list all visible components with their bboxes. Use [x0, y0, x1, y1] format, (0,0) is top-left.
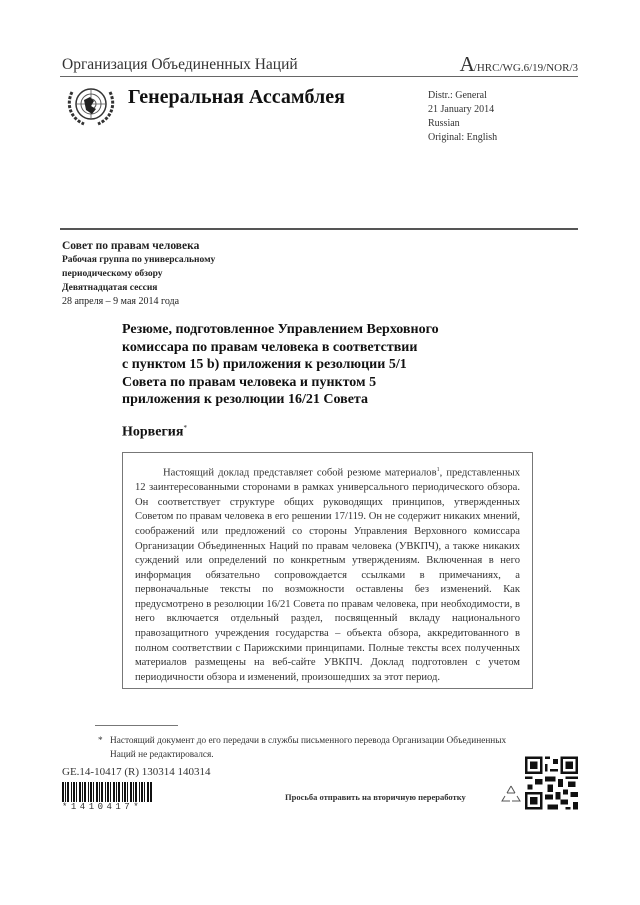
distr-line: Original: English [428, 132, 498, 143]
body-name: Генеральная Ассамблея [128, 86, 345, 108]
section-rule [60, 228, 578, 230]
job-number: GE.14-10417 (R) 130314 140314 [62, 766, 211, 778]
un-emblem-icon [64, 80, 118, 130]
qr-code-icon [525, 755, 578, 811]
organization-name: Организация Объединенных Наций [62, 56, 298, 73]
distr-line: Distr.: General [428, 90, 487, 101]
footnote [98, 734, 510, 762]
footnote-mark: * [98, 736, 103, 746]
session: Девятнадцатая сессия [62, 283, 158, 293]
footnote-mark: * [183, 424, 187, 432]
recycle-text: Просьба отправить на вторичную переработку [285, 792, 466, 802]
symbol-prefix: A [459, 52, 474, 76]
title-line: Резюме, подготовленное Управлением Верховного [122, 322, 439, 337]
footnote-text: Настоящий документ до его передачи в службы письменного перевода Организации Объединенных Наций не редактировался. [110, 736, 507, 760]
footnote-rule [95, 725, 178, 726]
working-group-line: периодическому обзору [62, 269, 163, 279]
barcode-number: *1410417* [62, 802, 143, 812]
country-name: Норвегия [122, 424, 184, 440]
summary-text [135, 463, 520, 685]
distr-line: Russian [428, 118, 460, 129]
title-line: приложения к резолюции 16/21 Совета [122, 392, 368, 407]
summary-part: , представленных 12 заинтересованными сторонами в рамках универсального периодического обзора. Он соответствует структуре общих руководящих принципов, утвержденных Советом по правам человека в его решении 17/119. Он не содержит никаких мнений, соображений или предложений со стороны Управления Верховного комиссара Организации Объединенных Наций по правам человека (УВКПЧ), а также никаких суждений или определений по конкретным утверждениям. Включенная в него информация обязательно сопровождается ссылками в примечаниях, а первоначальные тексты по возможности оставлены без изменений. Как предусмотрено в резолюции 16/21 Совета по правам человека, при необходимости, в него включается отдельный раздел, посвященный вкладу национального правозащитного учреждения государства – объекта обзора, аккредитованного в полном соответствии с Парижскими принципами. Полные тексты всех полученных материалов размещены на веб-сайте УВКПЧ. Доклад подготовлен с учетом периодичности обзора и изменений, произошедших за этот период. [135, 467, 520, 683]
symbol-rest: /HRC/WG.6/19/NOR/3 [473, 62, 578, 74]
header-rule [60, 76, 578, 77]
barcode-icon [62, 782, 152, 802]
session-dates: 28 апреля – 9 мая 2014 года [62, 296, 180, 307]
summary-box [122, 452, 533, 689]
document-title [122, 321, 502, 409]
council-name: Совет по правам человека [62, 240, 200, 252]
document-symbol [460, 52, 578, 77]
distribution-info [428, 89, 497, 145]
working-group-line: Рабочая группа по универсальному [62, 255, 216, 265]
recycle-icon [500, 783, 522, 805]
footnote-ref: 1 [436, 467, 440, 473]
summary-part: Настоящий доклад представляет собой резюме материалов [163, 467, 437, 479]
distr-line: 21 January 2014 [428, 104, 495, 115]
title-line: с пунктом 15 b) приложения к резолюции 5/1 [122, 357, 407, 372]
country-heading [122, 424, 187, 441]
title-line: комиссара по правам человека в соответствии [122, 339, 418, 355]
council-block [62, 239, 215, 309]
title-line: Совета по правам человека и пунктом 5 [122, 374, 377, 390]
